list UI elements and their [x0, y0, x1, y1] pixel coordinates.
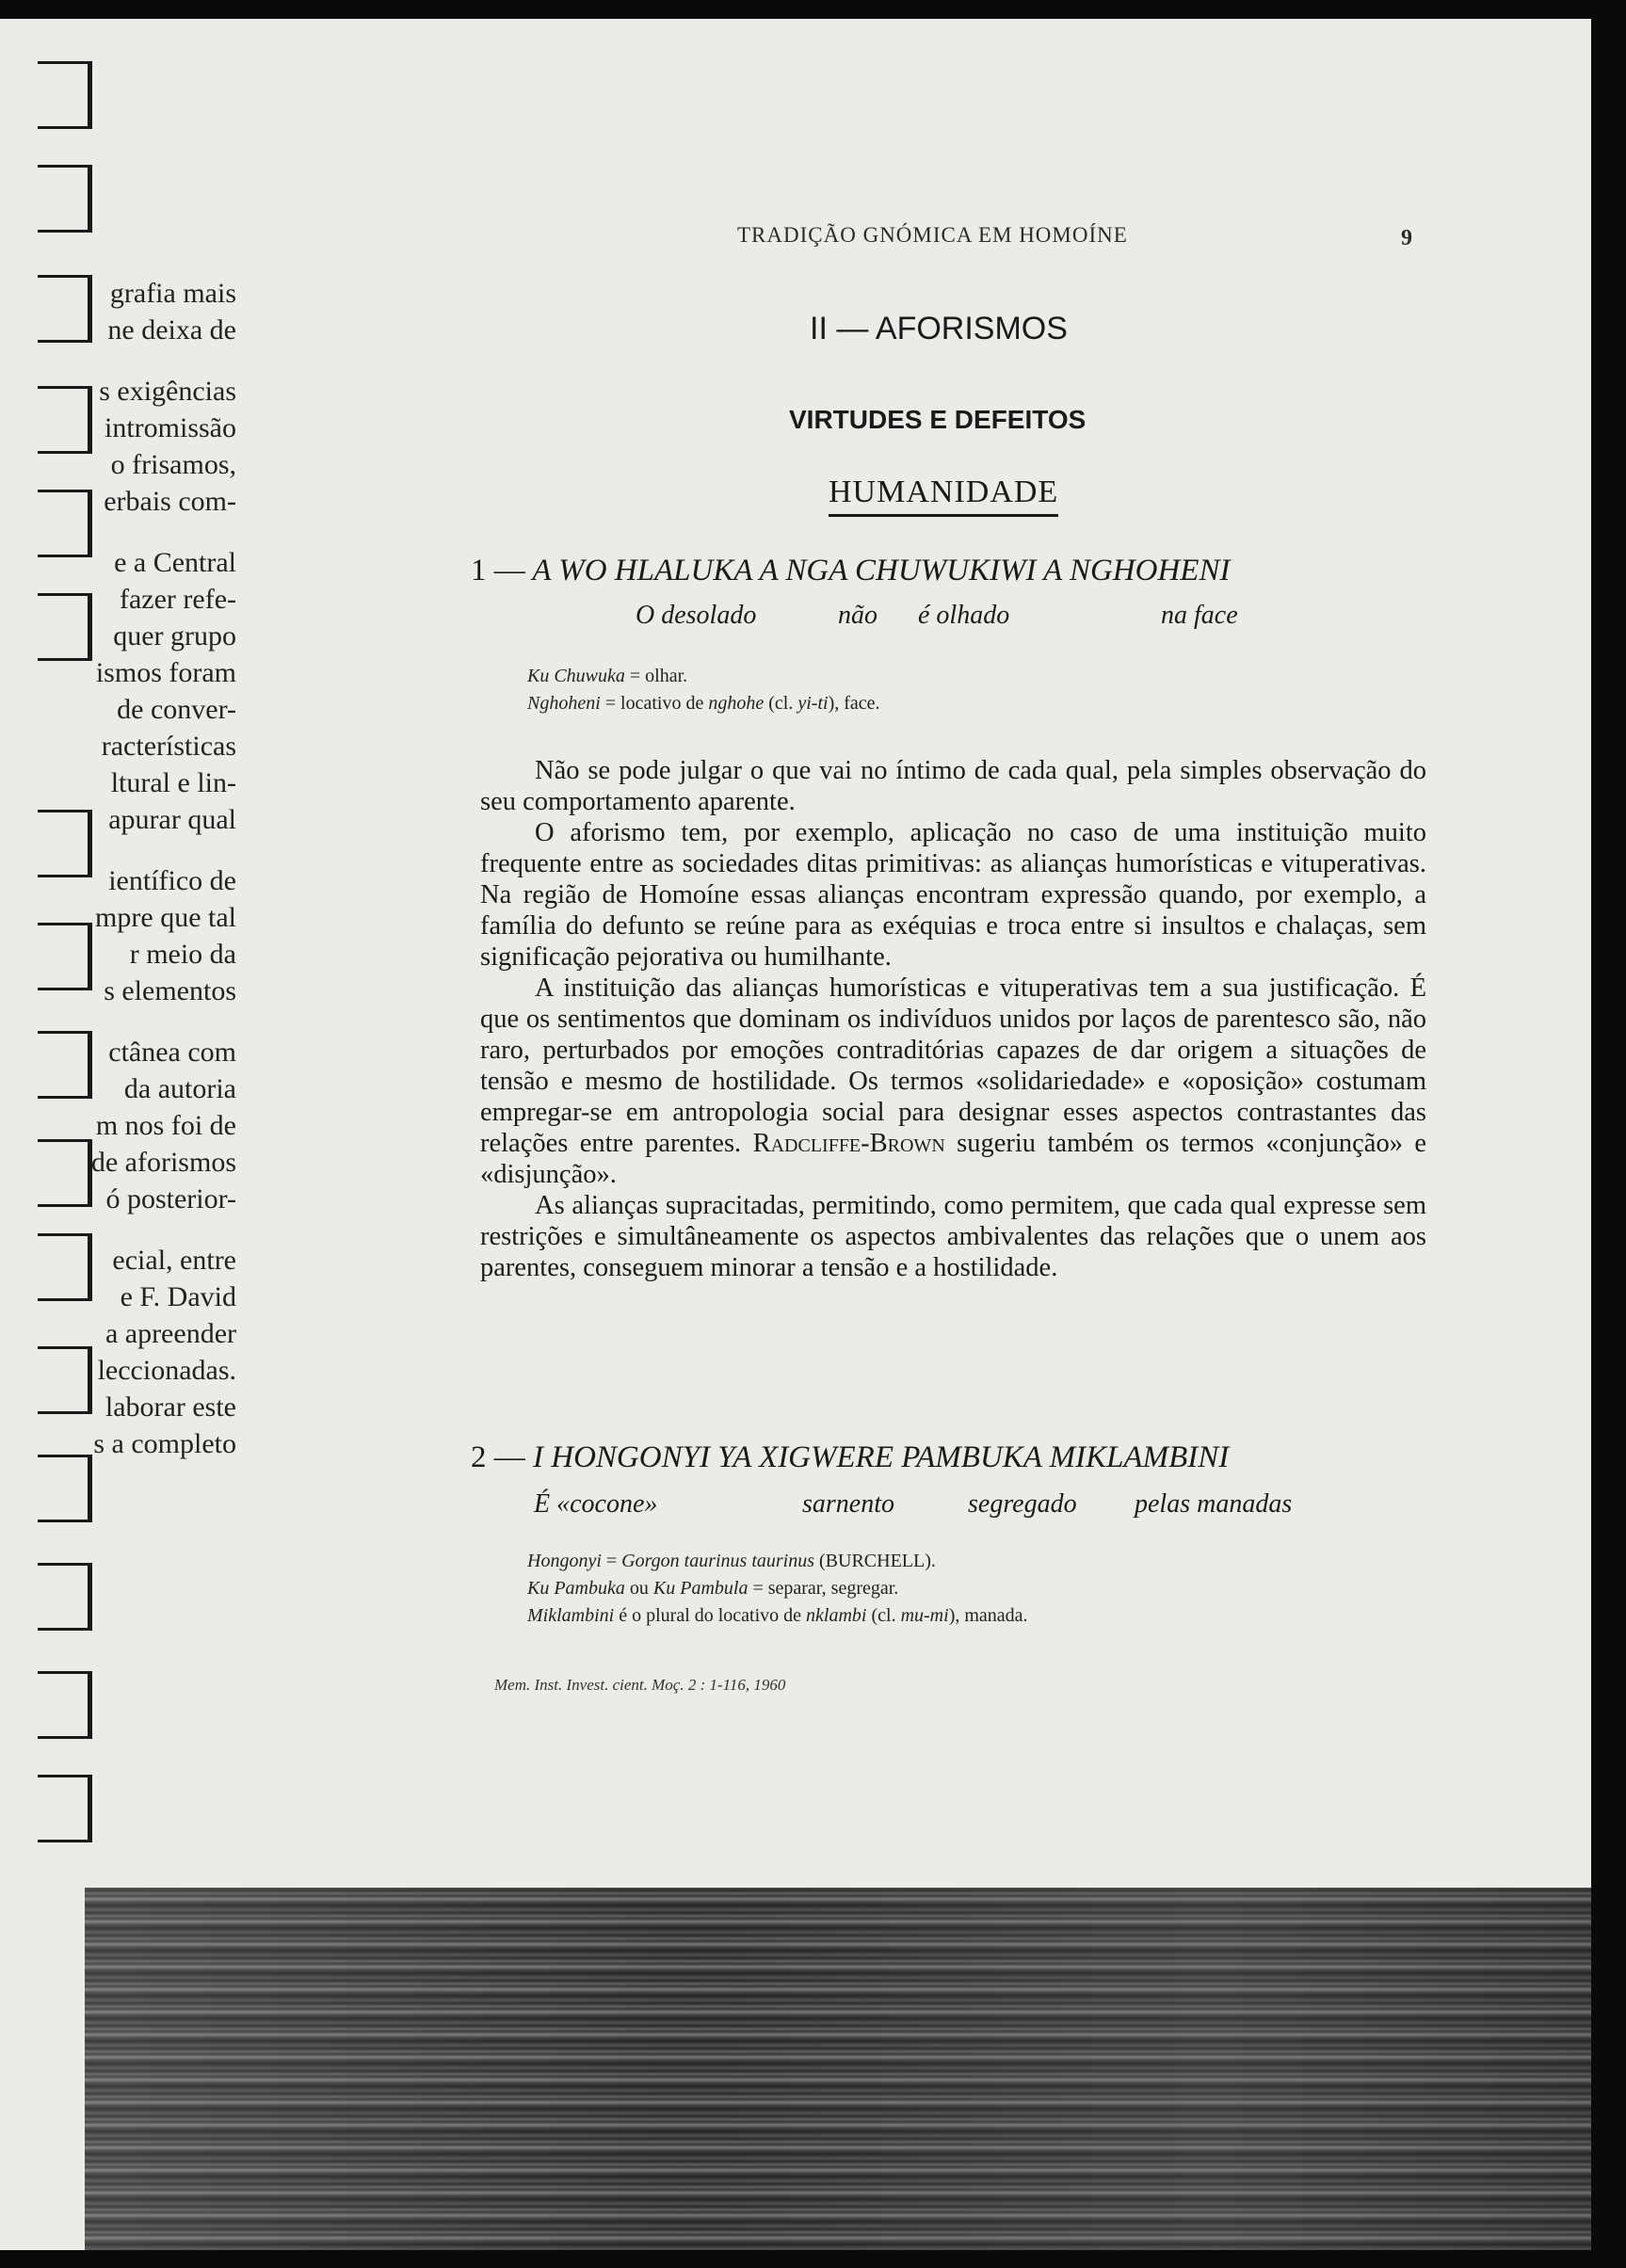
fragment-line: s exigências	[99, 376, 236, 407]
fragment-gap	[72, 348, 236, 373]
fragment-line: de conver-	[117, 694, 236, 725]
fragment-gap	[72, 520, 236, 544]
fragment-line: fazer refe-	[119, 584, 236, 615]
fragment-line: grafia mais	[109, 278, 236, 309]
fragment-line: s a completo	[93, 1428, 236, 1459]
body-text	[480, 755, 1426, 1283]
footnote: Nghoheni = locativo de nghohe (cl. yi-ti), face.	[527, 693, 880, 714]
binder-clip	[38, 165, 92, 233]
footnote: Miklambini é o plural do locativo de nklambi (cl. mu-mi), manada.	[527, 1605, 1028, 1626]
body-paragraph: A instituição das alianças humorísticas e vituperativas tem a sua justificação. É que os sentimentos que dominam os indivíduos unidos por laços de parentesco são, não raro, perturbados por emoções contraditórias capazes de dar origem a situações de tensão e mesmo de hostilidade. Os termos «solidariedade» e «oposição» costumam empregar-se em antropologia social para designar esses aspectos contrastantes das relações entre parentes. Radcliffe-Brown sugeriu também os termos «conjunção» e «disjunção».	[480, 973, 1426, 1189]
fragment-line: o frisamos,	[110, 449, 236, 480]
fragment-line: e a Central	[114, 547, 236, 578]
gloss-word: pelas manadas	[1135, 1489, 1293, 1519]
fragment-line: ltural e lin-	[110, 767, 236, 798]
gloss-word: segregado	[968, 1489, 1077, 1519]
aphorism-heading	[471, 554, 1230, 588]
running-head: TRADIÇÃO GNÓMICA EM HOMOÍNE	[737, 223, 1128, 247]
footnote: Hongonyi = Gorgon taurinus taurinus (BURCHELL).	[527, 1551, 936, 1571]
footnote: Ku Chuwuka = olhar.	[527, 666, 688, 686]
aphorism-text: A WO HLALUKA A NGA CHUWUKIWI A NGHOHENI	[532, 554, 1231, 587]
body-paragraph: O aforismo tem, por exemplo, aplicação no caso de uma instituição muito frequente entre as sociedades ditas primitivas: as alianças humorísticas e vituperativas. Na região de Homoíne essas alianças encontram expressão quando, por exemplo, a família do defunto se reúne para as exéquias e troca entre si insultos e chalaças, sem significação pejorativa ou humilhante.	[480, 818, 1426, 972]
aphorism-text: I HONGONYI YA XIGWERE PAMBUKA MIKLAMBINI	[533, 1440, 1230, 1474]
fragment-line: ecial, entre	[112, 1245, 236, 1276]
fragment-line: ó posterior-	[105, 1183, 236, 1214]
scan-artifact-band	[85, 1888, 1591, 2250]
fragment-line: m nos foi de	[95, 1110, 236, 1141]
fragment-line: da autoria	[123, 1073, 236, 1104]
aphorism-number: 1 —	[471, 554, 525, 587]
page-number: 9	[1401, 226, 1412, 250]
gloss-word: O desolado	[636, 601, 757, 630]
fragment-line: apurar qual	[108, 804, 236, 835]
fragment-line: ctânea com	[108, 1037, 236, 1068]
fragment-line: e F. David	[120, 1281, 236, 1312]
fragment-line: r meio da	[129, 939, 236, 970]
fragment-line: ne deixa de	[107, 314, 236, 346]
fragment-gap	[72, 1217, 236, 1242]
fragment-gap	[72, 1009, 236, 1034]
binder-clip	[38, 1563, 92, 1631]
fragment-gap	[72, 838, 236, 862]
section-title: II — AFORISMOS	[810, 311, 1068, 346]
body-paragraph: As alianças supracitadas, permitindo, como permitem, que cada qual expresse sem restrições e simultâneamente os aspectos ambivalentes das relações que o unem aos parentes, conseguem minorar a tensão e a hostilidade.	[480, 1191, 1426, 1282]
gloss-word: é olhado	[918, 601, 1010, 630]
binder-clip	[38, 1775, 92, 1842]
topic-title: HUMANIDADE	[829, 475, 1058, 517]
previous-page-fragments	[72, 275, 236, 1462]
binder-clip	[38, 1455, 92, 1522]
fragment-line: a apreender	[105, 1318, 236, 1349]
aphorism-number: 2 —	[471, 1440, 525, 1474]
fragment-line: quer grupo	[113, 620, 236, 651]
gloss-word: É «cocone»	[534, 1489, 658, 1519]
aphorism-heading	[471, 1440, 1229, 1475]
gloss-word: na face	[1161, 601, 1238, 630]
footer-citation: Mem. Inst. Invest. cient. Moç. 2 : 1-116, 1960	[494, 1676, 786, 1694]
gloss-word: sarnento	[802, 1489, 894, 1519]
fragment-line: intromissão	[105, 412, 236, 443]
fragment-line: laborar este	[105, 1391, 236, 1423]
binder-clip	[38, 1671, 92, 1739]
fragment-line: ismos foram	[95, 657, 236, 688]
footnote: Ku Pambuka ou Ku Pambula = separar, segregar.	[527, 1578, 899, 1599]
fragment-line: ientífico de	[108, 865, 236, 896]
fragment-line: leccionadas.	[97, 1355, 236, 1386]
fragment-line: s elementos	[104, 975, 236, 1006]
subsection-title: VIRTUDES E DEFEITOS	[789, 405, 1087, 434]
fragment-line: de aforismos	[90, 1147, 236, 1178]
body-paragraph: Não se pode julgar o que vai no íntimo de cada qual, pela simples observação do seu comportamento aparente.	[480, 756, 1426, 816]
fragment-line: racterísticas	[101, 731, 236, 762]
gloss-word: não	[838, 601, 877, 630]
fragment-line: erbais com-	[104, 486, 236, 517]
fragment-line: mpre que tal	[95, 902, 236, 933]
author-name: Radcliffe-Brown	[752, 1129, 945, 1158]
document-page	[0, 19, 1591, 2250]
binder-clip	[38, 61, 92, 129]
